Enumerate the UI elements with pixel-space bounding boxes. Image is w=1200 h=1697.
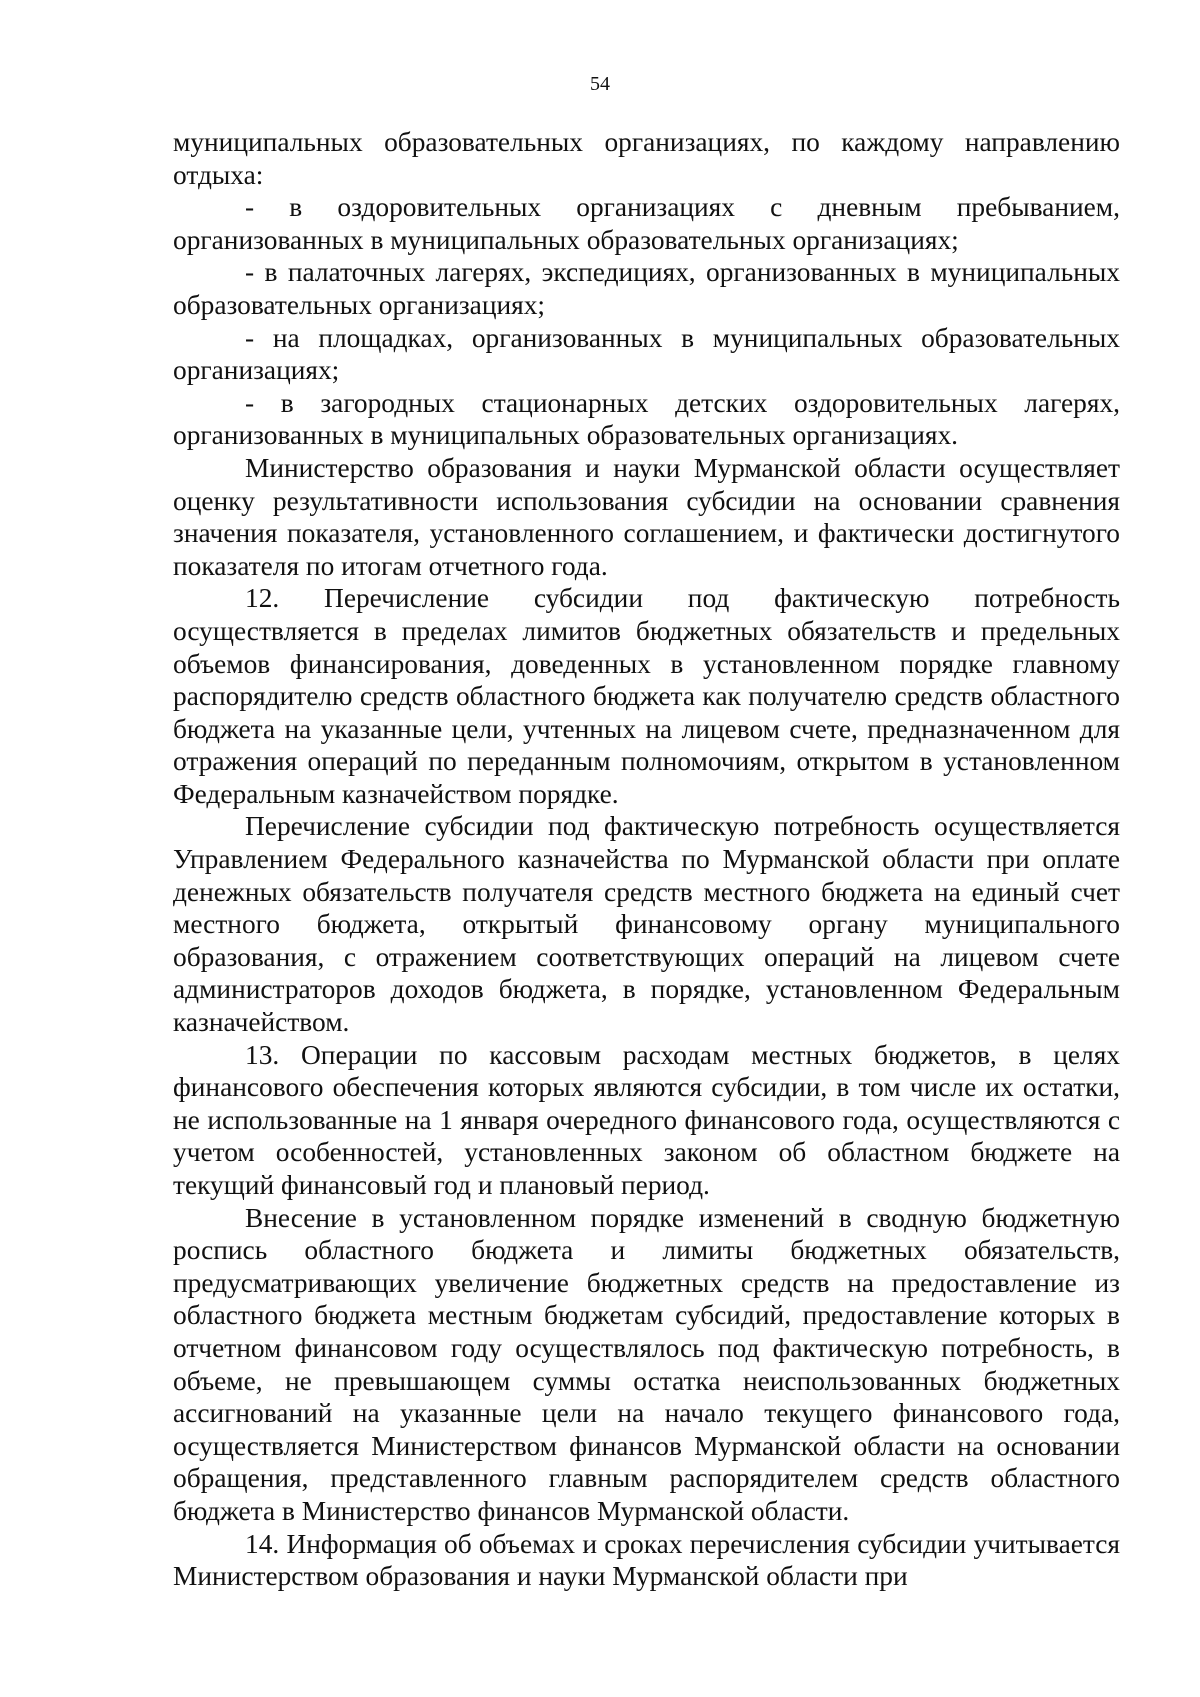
paragraph-treasury-transfer: Перечисление субсидии под фактическую потребность осуществляется Управлением Федерального казначейства по Мурманской области при оплате денежных обязательств получателя средств местного бюджета на единый счет местного бюджета, открытый финансовому органу муниципального образования, с отражением соответствующих операций на лицевом счете администраторов доходов бюджета, в порядке, установленном Федеральным казначейством. [173, 811, 1120, 1038]
paragraph-effectiveness-assessment: Министерство образования и науки Мурманской области осуществляет оценку результативности использования субсидии на основании сравнения значения показателя, установленного соглашением, и фактически достигнутого показателя по итогам отчетного года. [173, 452, 1120, 581]
list-item-playgrounds: - на площадках, организованных в муниципальных образовательных организациях; [173, 322, 1120, 386]
paragraph-section-12: 12. Перечисление субсидии под фактическую потребность осуществляется в пределах лимитов бюджетных обязательств и предельных объемов финансирования, доведенных в установленном порядке главному распорядителю средств областного бюджета как получателю средств областного бюджета на указанные цели, учтенных на лицевом счете, предназначенном для отражения операций по переданным полномочиям, открытом в установленном Федеральным казначейством порядке. [173, 583, 1120, 809]
paragraph-section-14: 14. Информация об объемах и сроках перечисления субсидии учитывается Министерством образования и науки Мурманской области при [173, 1528, 1120, 1592]
paragraph-intro-continuation: муниципальных образовательных организациях, по каждому направлению отдыха: [173, 127, 1120, 190]
document-body [173, 126, 1120, 1593]
paragraph-section-13: 13. Операции по кассовым расходам местных бюджетов, в целях финансового обеспечения которых являются субсидии, в том числе их остатки, не использованные на 1 января очередного финансового года, осуществляются с учетом особенностей, установленных законом об областном бюджете на текущий финансовый год и плановый период. [173, 1039, 1120, 1200]
list-item-country-camps: - в загородных стационарных детских оздоровительных лагерях, организованных в муниципальных образовательных организациях. [173, 387, 1120, 451]
page-number: 54 [590, 73, 610, 95]
paragraph-budget-changes: Внесение в установленном порядке изменений в сводную бюджетную роспись областного бюджета и лимиты бюджетных обязательств, предусматривающих увеличение бюджетных средств на предоставление из областного бюджета местным бюджетам субсидий, предоставление которых в отчетном финансовом году осуществлялось под фактическую потребность, в объеме, не превышающем суммы остатка неиспользованных бюджетных ассигнований на указанные цели на начало текущего финансового года, осуществляется Министерством финансов Мурманской области на основании обращения, представленного главным распорядителем средств областного бюджета в Министерство финансов Мурманской области. [173, 1202, 1120, 1526]
list-item-tent-camps: - в палаточных лагерях, экспедициях, организованных в муниципальных образовательных организациях; [173, 257, 1120, 320]
list-item-day-camps: - в оздоровительных организациях с дневным пребыванием, организованных в муниципальных образовательных организациях; [173, 192, 1120, 255]
